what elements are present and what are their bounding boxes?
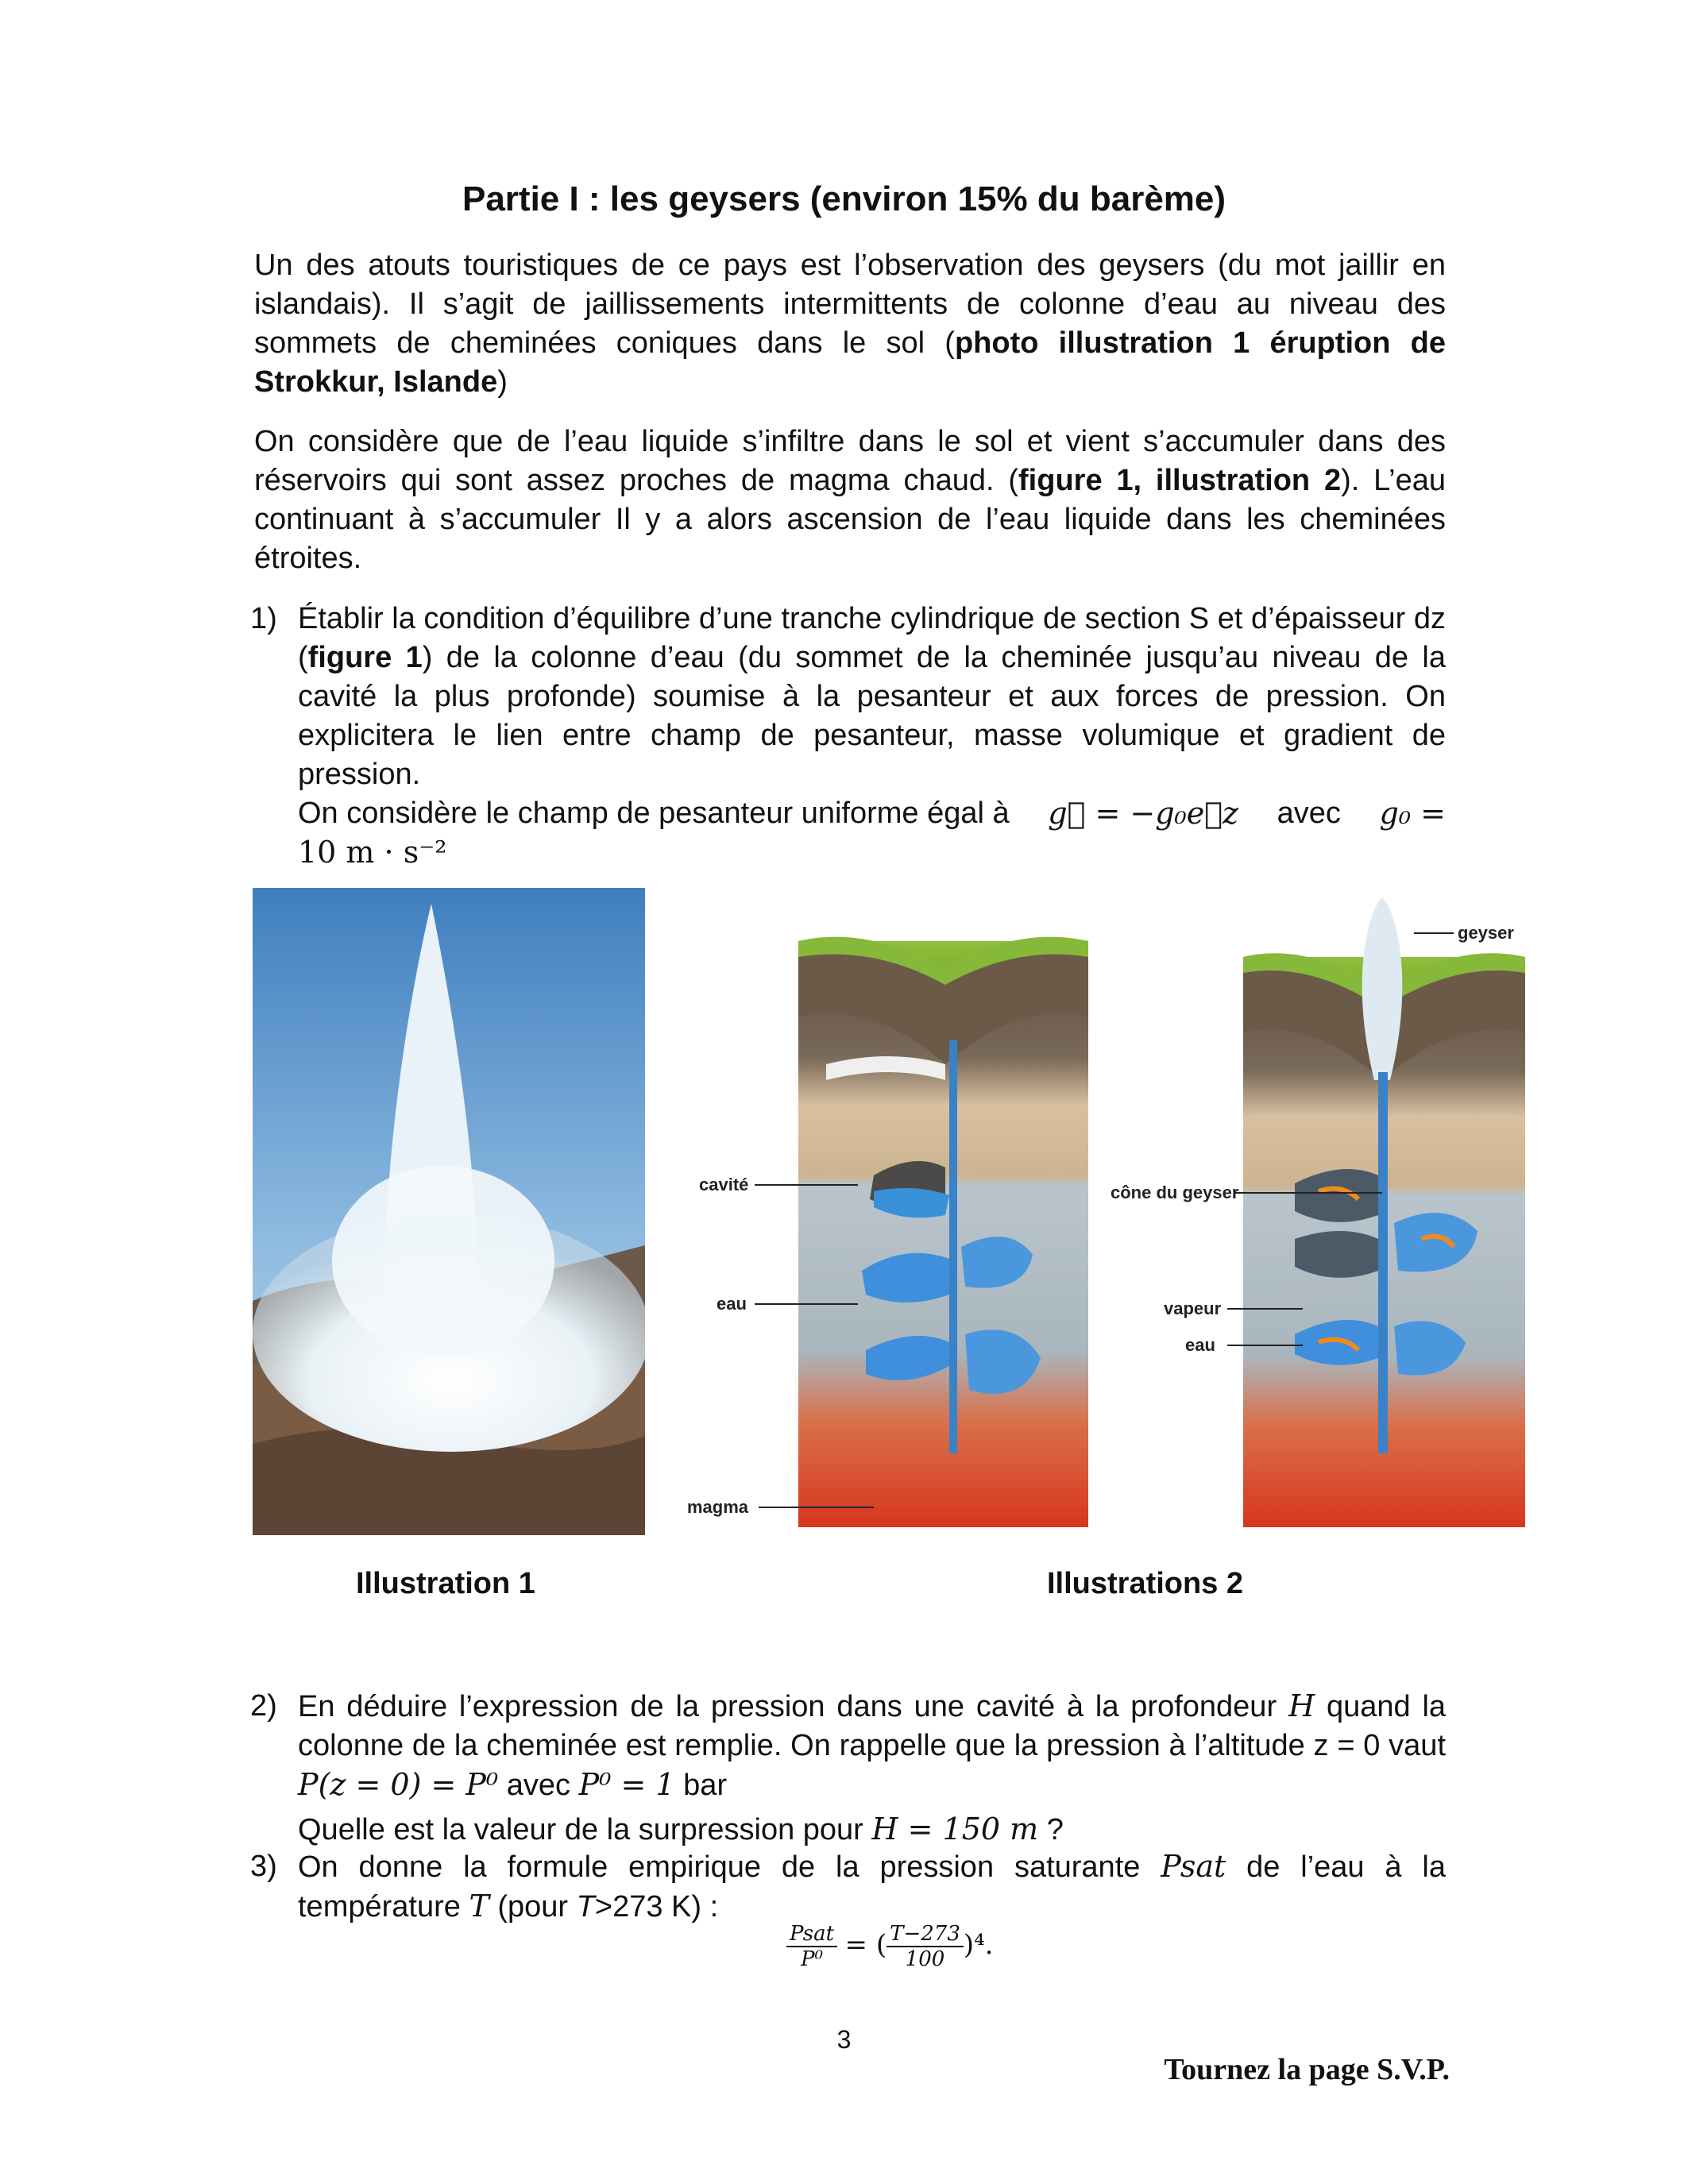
frac2-denominator: 100 [905,1947,945,1971]
question-3-number: 3) [250,1850,277,1883]
intro-paragraph-1 [254,246,1446,402]
q1-gravity-vector: g⃗ = −g₀e⃗z [1048,796,1239,831]
q2-text-d: bar [683,1769,728,1802]
diagram-right [1111,897,1525,1527]
geyser-diagrams [683,882,1541,1537]
formula-equals: = ( [844,1928,887,1961]
saturation-formula [786,1922,994,1971]
q2-H: H [1288,1688,1315,1723]
label-magma: magma [687,1497,749,1517]
formula-exponent: )⁴. [963,1928,994,1961]
q2-H-value: H = 150 m [871,1812,1039,1846]
intro2-end: ). L’eau continuant à s’accumuler Il y a alors ascension de l’eau liquide dans les cheminées étroites. [254,464,1446,575]
q2-text-a: En déduire l’expression de la pression dans une cavité à la profondeur [298,1690,1277,1723]
label-vapeur: vapeur [1164,1298,1222,1318]
q1-line2-b: avec [1277,797,1341,830]
formula-fraction-1 [786,1922,837,1971]
q2-text-c: avec [506,1769,571,1802]
q2-text-b: quand la colonne de la cheminée est remplie. On rappelle que la pression à l’altitude z = 0 vaut [298,1690,1447,1762]
footer-turn-page: Tournez la page S.V.P. [1164,2053,1450,2086]
frac1-numerator: Psat [786,1922,837,1947]
question-2 [250,1687,1447,1850]
section-title: Partie I : les geysers (environ 15% du barème) [462,179,1226,218]
intro1-bold: photo illustration 1 éruption de Strokkur, Islande [254,326,1447,399]
label-geyser: geyser [1458,923,1514,943]
q2-P0-value: P⁰ = 1 [578,1767,675,1802]
diagram-left [687,937,1088,1527]
intro2-text: On considère que de l’eau liquide s’infiltre dans le sol et vient s’accumuler dans des réservoirs qui sont assez proches de magma chaud. ( [254,425,1446,497]
label-eau: eau [717,1294,747,1314]
geyser-photo [253,888,645,1535]
q1-g0-value: 10 m · s⁻² [298,835,447,870]
caption-illustration-1: Illustration 1 [356,1567,535,1600]
q3-text-b: de l’eau à la température [298,1850,1446,1924]
q3-psat: Psat [1161,1849,1226,1884]
page-number: 3 [836,2025,852,2054]
formula-fraction-2 [886,1922,964,1971]
q1-gravity-line [298,794,1446,833]
q3-T: T [469,1889,489,1924]
q3-text-d: >273 K) : [594,1890,719,1924]
frac1-denominator: P⁰ [801,1947,823,1971]
q2-line2-b: ? [1046,1813,1064,1846]
q1-text-a: Établir la condition d’équilibre d’une tranche cylindrique de section S et d’épaisseur dz ( [298,602,1446,674]
q2-line2 [298,1810,1446,1850]
caption-illustrations-2: Illustrations 2 [1047,1567,1244,1600]
question-1 [250,600,1446,872]
label-cavite: cavité [699,1175,749,1194]
intro2-bold: figure 1, illustration 2 [1018,464,1342,497]
q2-pressure-z0: P(z = 0) = P⁰ [298,1767,499,1802]
q1-g0-eq: g₀ = [1379,796,1446,831]
intro1-text: Un des atouts touristiques de ce pays est l’observation des geysers (du mot jaillir en islandais). Il s’agit de jaillissements intermittents de colonne d’eau au niveau des sommets de cheminées coniques dans le sol ( [254,249,1446,360]
intro1-end: ) [497,365,508,399]
q1-line2-a: On considère le champ de pesanteur uniforme égal à [298,797,1010,830]
label-cone: cône du geyser [1111,1183,1239,1202]
q3-text-c: (pour [497,1890,569,1924]
question-1-number: 1) [250,602,277,635]
q2-line2-a: Quelle est la valeur de la surpression pour [298,1813,863,1846]
intro-paragraph-2 [254,423,1446,578]
frac2-numerator: T−273 [886,1922,964,1947]
question-2-number: 2) [250,1689,277,1723]
question-3 [250,1847,1446,1927]
label-eau-right: eau [1185,1335,1215,1355]
q1-bold: figure 1 [307,641,423,674]
q1-text-b: ) de la colonne d’eau (du sommet de la cheminée jusqu’au niveau de la cavité la plus profonde) soumise à la pesanteur et aux forces de pression. On explicitera le lien entre champ de pesanteur, masse volumique et gradient de pression. [298,641,1446,791]
q3-T2: T [576,1890,595,1924]
q3-text-a: On donne la formule empirique de la pression saturante [298,1850,1141,1884]
